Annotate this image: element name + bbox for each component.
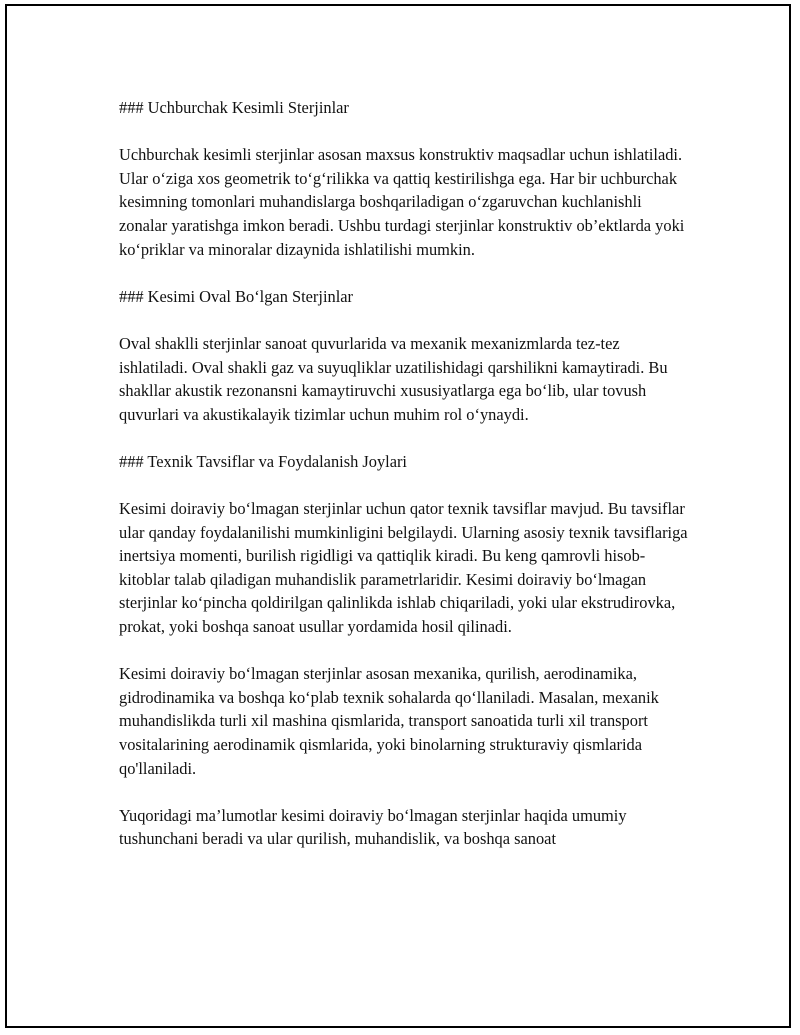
- document-body: [119, 96, 689, 875]
- section-heading: ### Kesimi Oval Bo‘lgan Sterjinlar: [119, 286, 353, 306]
- paragraph: Kesimi doiraviy bo‘lmagan sterjinlar uchun qator texnik tavsiflar mavjud. Bu tavsiflar ular qanday foydalanilishi mumkinligini belgilaydi. Ularning asosiy texnik tavsiflariga inertsiya momenti, burilish rigidligi va qattiqlik kiradi. Bu keng qamrovli hisob-kitoblar talab qiladigan muhandislik parametrlaridir. Kesimi doiraviy bo‘lmagan sterjinlar ko‘pincha qoldirilgan qalinlikda ishlab chiqariladi, yoki ular ekstrudirovka, prokat, yoki boshqa sanoat usullar yordamida hosil qilinadi.: [119, 499, 688, 637]
- paragraph: Uchburchak kesimli sterjinlar asosan maxsus konstruktiv maqsadlar uchun ishlatiladi. Ular o‘ziga xos geometrik to‘g‘rilikka va qattiq kestirilishga ega. Har bir uchburchak kesimning tomonlari muhandislarga boshqariladigan o‘zgaruvchan kuchlanishli zonalar yaratishga imkon beradi. Ushbu turdagi sterjinlar konstruktiv ob’ektlarda yoki ko‘priklar va minoralar dizaynida ishlatilishi mumkin.: [119, 145, 685, 259]
- paragraph: Kesimi doiraviy bo‘lmagan sterjinlar asosan mexanika, qurilish, aerodinamika, gidrodinamika va boshqa ko‘plab texnik sohalarda qo‘llaniladi. Masalan, mexanik muhandislikda turli xil mashina qismlarida, transport sanoatida turli xil transport vositalarining aerodinamik qismlarida, yoki binolarning strukturaviy qismlarida qo'llaniladi.: [119, 664, 659, 778]
- document-page: [5, 4, 791, 1028]
- section-heading: ### Texnik Tavsiflar va Foydalanish Joylari: [119, 451, 407, 471]
- section-heading: ### Uchburchak Kesimli Sterjinlar: [119, 98, 349, 117]
- paragraph: Oval shaklli sterjinlar sanoat quvurlarida va mexanik mexanizmlarda tez-tez ishlatiladi. Oval shakli gaz va suyuqliklar uzatilishidagi qarshilikni kamaytiradi. Bu shakllar akustik rezonansni kamaytiruvchi xususiyatlarga ega bo‘lib, ular tovush quvurlari va akustikalayik tizimlar uchun muhim rol o‘ynaydi.: [119, 333, 668, 424]
- paragraph: Yuqoridagi ma’lumotlar kesimi doiraviy bo‘lmagan sterjinlar haqida umumiy tushunchani beradi va ular qurilish, muhandislik, va boshqa sanoat: [119, 805, 627, 849]
